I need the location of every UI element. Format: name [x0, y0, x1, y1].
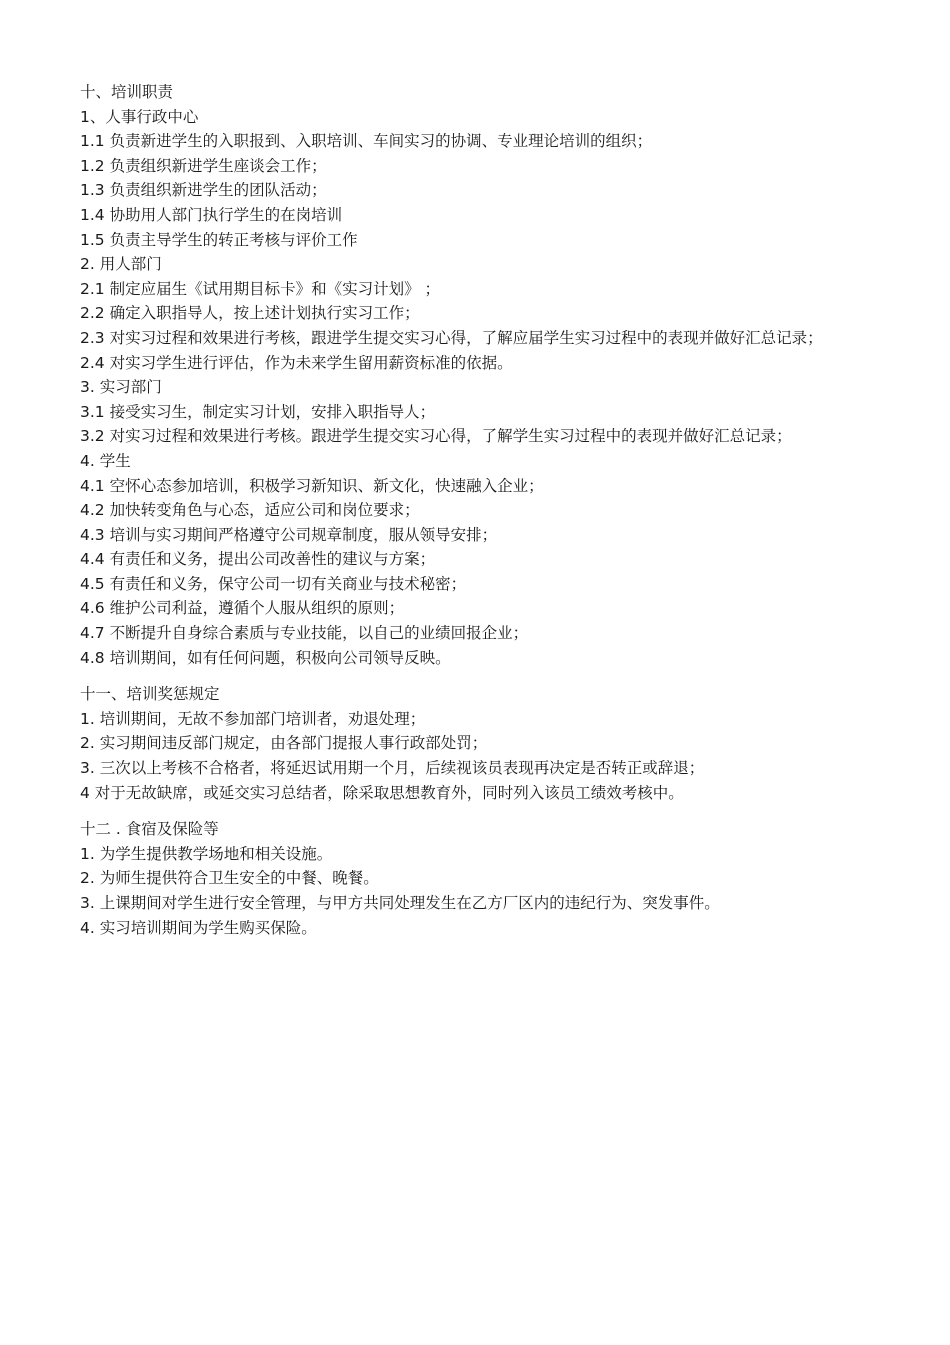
text-line: 1.2 负责组织新进学生座谈会工作；	[80, 156, 327, 175]
text-line: 4.4 有责任和义务，提出公司改善性的建议与方案；	[80, 550, 436, 569]
text-line: 4.5 有责任和义务，保守公司一切有关商业与技术秘密；	[80, 574, 467, 593]
text-line: 3. 上课期间对学生进行安全管理，与甲方共同处理发生在乙方厂区内的违纪行为、突发事件。	[80, 894, 720, 912]
text-line: 2.3 对实习过程和效果进行考核，跟进学生提交实习心得，了解应届学生实习过程中的表现并做好汇总记录；	[80, 328, 823, 347]
text-line: 4. 实习培训期间为学生购买保险。	[80, 918, 317, 937]
text-line: 1.4 协助用人部门执行学生的在岗培训	[80, 205, 343, 224]
text-line: 3. 三次以上考核不合格者，将延迟试用期一个月，后续视该员表现再决定是否转正或辞退；	[80, 759, 705, 778]
section-food-insurance	[80, 817, 850, 940]
text-line: 2.2 确定入职指导人，按上述计划执行实习工作；	[80, 304, 420, 323]
document-page	[80, 80, 850, 940]
text-line: 4.1 空怀心态参加培训，积极学习新知识、新文化，快速融入企业；	[80, 476, 544, 495]
text-line: 1.1 负责新进学生的入职报到、入职培训、车间实习的协调、专业理论培训的组织；	[80, 132, 653, 151]
text-line: 1. 为学生提供教学场地和相关设施。	[80, 844, 333, 863]
text-line: 3.2 对实习过程和效果进行考核。跟进学生提交实习心得，了解学生实习过程中的表现并做好汇总记录；	[80, 427, 792, 446]
text-line: 2.1 制定应届生《试用期目标卡》和《实习计划》 ；	[80, 279, 441, 298]
section-rewards-penalties	[80, 682, 850, 805]
text-line: 3.1 接受实习生，制定实习计划，安排入职指导人；	[80, 402, 436, 421]
text-line: 4.2 加快转变角色与心态，适应公司和岗位要求；	[80, 501, 420, 520]
text-line: 4. 学生	[80, 451, 131, 470]
section-heading: 十二 . 食宿及保险等	[80, 820, 219, 839]
text-line: 1. 培训期间，无故不参加部门培训者，劝退处理；	[80, 709, 426, 728]
text-line: 2.4 对实习学生进行评估，作为未来学生留用薪资标准的依据。	[80, 353, 513, 372]
text-line: 1.5 负责主导学生的转正考核与评价工作	[80, 230, 358, 249]
text-line: 2. 用人部门	[80, 255, 162, 274]
text-line: 4.7 不断提升自身综合素质与专业技能，以自己的业绩回报企业；	[80, 624, 529, 643]
text-line: 3. 实习部门	[80, 378, 162, 397]
section-heading: 十、培训职责	[80, 83, 174, 101]
text-line: 4 对于无故缺席，或延交实习总结者，除采取思想教育外，同时列入该员工绩效考核中。	[80, 783, 684, 802]
section-training-duties	[80, 80, 850, 670]
text-line: 4.8 培训期间，如有任何问题，积极向公司领导反映。	[80, 648, 451, 667]
text-line: 2. 实习期间违反部门规定，由各部门提报人事行政部处罚；	[80, 734, 488, 753]
text-line: 4.3 培训与实习期间严格遵守公司规章制度，服从领导安排；	[80, 525, 498, 544]
text-line: 2. 为师生提供符合卫生安全的中餐、晚餐。	[80, 869, 379, 888]
text-line: 1、人事行政中心	[80, 107, 199, 126]
text-line: 1.3 负责组织新进学生的团队活动；	[80, 181, 327, 200]
text-line: 4.6 维护公司利益，遵循个人服从组织的原则；	[80, 599, 405, 618]
section-heading: 十一、培训奖惩规定	[80, 685, 220, 704]
